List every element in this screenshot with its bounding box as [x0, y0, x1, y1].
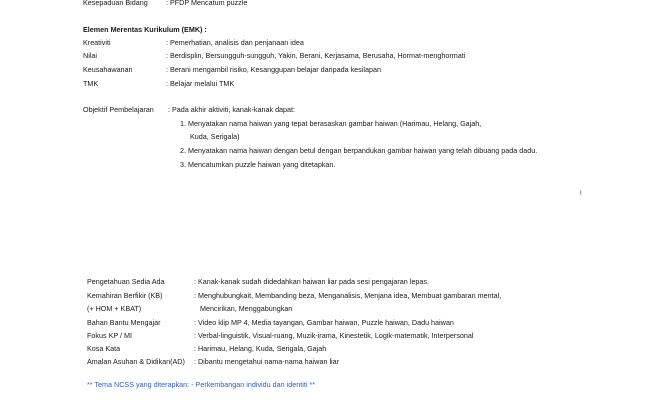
detail-label-bahan: Bahan Bantu Mengajar [87, 318, 161, 327]
emk-heading: Elemen Merentas Kurikulum (EMK) : [83, 25, 207, 34]
objektif-item-1-cont: Kuda, Serigala) [190, 132, 240, 141]
emk-value-kreativiti: : Pemerhatian, analisis dan penjanaan idea [166, 38, 304, 47]
objektif-item-3: 3. Mencatumkan puzzle haiwan yang ditetapkan. [180, 160, 336, 169]
detail-label-amalan: Amalan Asuhan & Didikan(AD) [87, 357, 185, 366]
emk-label-keusahawanan: Keusahawanan [83, 65, 133, 74]
kesepaduan-label: Kesepaduan Bidang [83, 0, 148, 7]
detail-value-fokus: : Verbal-linguistik, Visual-ruang, Muzik-irama, Kinestetik, Logik-matematik, Interpersonal [194, 331, 474, 340]
detail-value-bahan: : Video klip MP 4, Media tayangan, Gambar haiwan, Puzzle haiwan, Dadu haiwan [194, 318, 454, 327]
emk-value-keusahawanan: : Berani mengambil risiko, Kesanggupan belajar daripada kesilapan [166, 65, 381, 74]
objektif-item-1: 1. Menyatakan nama haiwan yang tepat berasaskan gambar haiwan (Harimau, Helang, Gajah, [180, 119, 482, 128]
emk-value-nilai: : Berdisplin, Bersungguh-sungguh, Yakin, Berani, Kerjasama, Berusaha, Hormat-menghormati [166, 51, 466, 60]
kesepaduan-value: : PFDP Mencatum puzzle [166, 0, 248, 7]
detail-value-pengetahuan: : Kanak-kanak sudah didedahkan haiwan liar pada sesi pengajaran lepas. [194, 277, 429, 286]
emk-label-tmk: TMK [83, 79, 99, 88]
detail-value-hom-kbat: Mencirikan, Menggabungkan [200, 304, 293, 313]
objektif-intro: : Pada akhir aktiviti, kanak-kanak dapat: [168, 105, 296, 114]
detail-label-kosa-kata: Kosa Kata [87, 344, 121, 353]
objektif-label: Objektif Pembelajaran [83, 105, 154, 114]
emk-value-tmk: : Belajar melalui TMK [166, 79, 235, 88]
detail-value-amalan: : Dibantu mengetahui nama-nama haiwan liar [194, 357, 340, 366]
objektif-item-2: 2. Menyatakan nama haiwan dengan betul dengan berpandukan gambar haiwan yang telah dibuang pada dadu. [180, 146, 538, 155]
detail-label-fokus: Fokus KP / MI [87, 331, 133, 340]
emk-label-nilai: Nilai [83, 51, 97, 60]
ncss-theme-line: ** Tema NCSS yang diterapkan: - Perkembangan individu dan identiti ** [87, 380, 316, 389]
detail-value-kosa-kata: : Harimau, Helang, Kuda, Serigala, Gajah [194, 344, 327, 353]
emk-label-kreativiti: Kreativiti [83, 38, 111, 47]
detail-value-kemahiran: : Menghubungkait, Membanding beza, Menganalisis, Menjana idea, Membuat gambaran mental, [194, 291, 502, 300]
detail-label-kemahiran: Kemahiran Berfikir (KB) [87, 291, 163, 300]
detail-label-hom-kbat: (+ HOM + KBAT) [87, 304, 142, 313]
stray-mark: I [580, 191, 582, 197]
detail-label-pengetahuan: Pengetahuan Sedia Ada [87, 277, 165, 286]
